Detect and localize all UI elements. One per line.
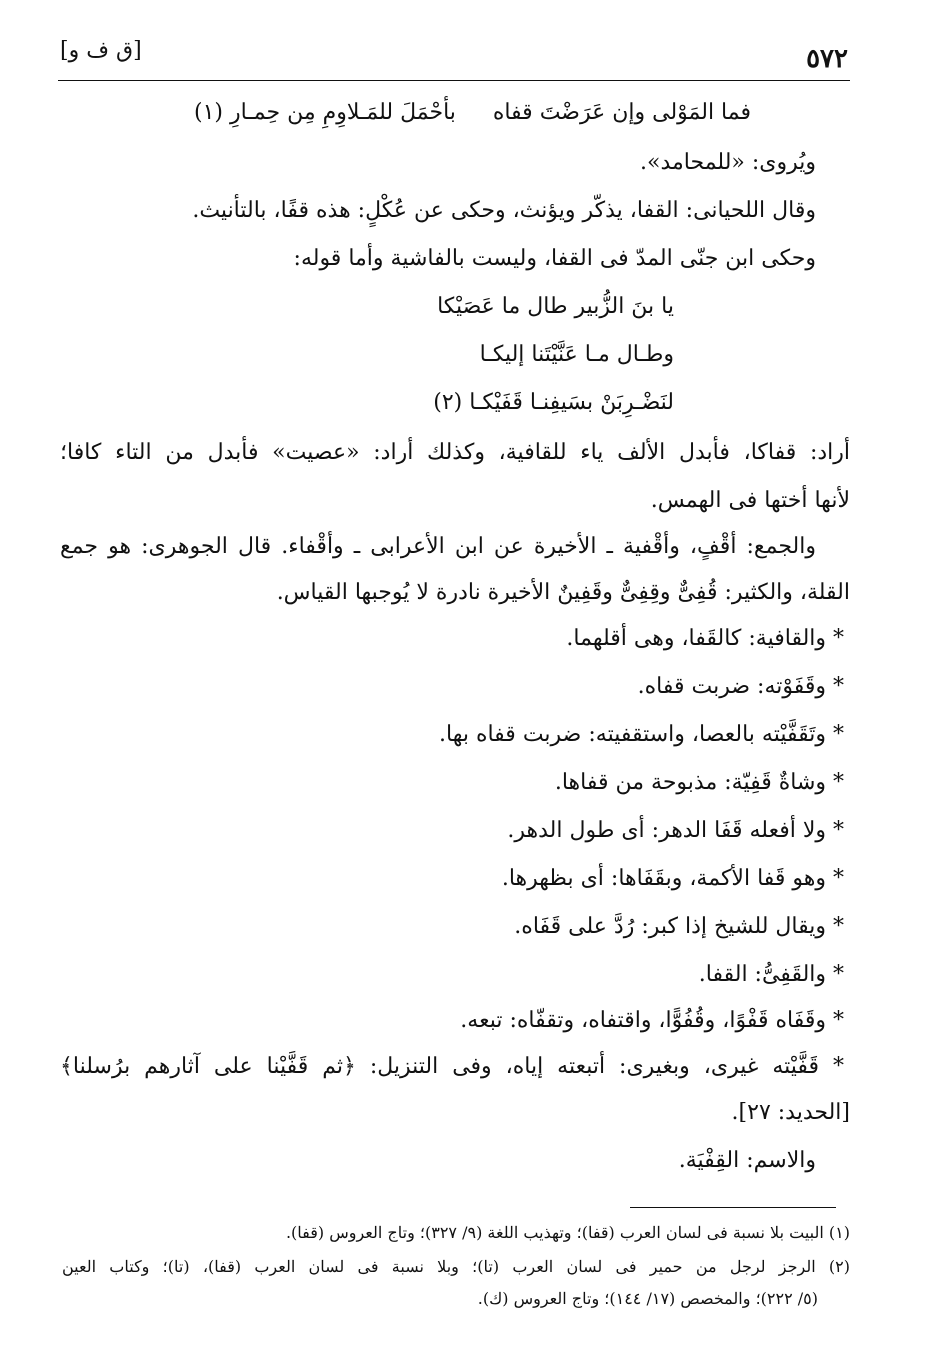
verse-second-hemistich: بأحْمَلَ للمَـلاوِمِ مِن حِمـارِ (١) [194, 100, 456, 125]
entry-item: * وتَقَفَّيْته بالعصا، واستقفيته: ضربت قفاه بها. [439, 722, 844, 747]
paragraph-line: أراد: قفاكا، فأبدل الألف ياء للقافية، وكذلك أراد: «عصيت» فأبدل من التاء كافا؛ [60, 440, 850, 465]
paragraph-line: والجمع: أقْفٍ، وأقْفية ـ الأخيرة عن ابن الأعرابى ـ وأقْفاء. قال الجوهرى: هو جمع [60, 534, 816, 559]
rajaz-line: يا بنَ الزُّبير طال ما عَصَيْكا [437, 294, 674, 319]
footnote-divider [630, 1207, 836, 1208]
quran-reference: [الحديد: ٢٧]. [731, 1100, 850, 1125]
paragraph-line: القلة، والكثير: قُفِىٌّ وقِفِىٌّ وقَفِينٌ الأخيرة نادرة لا يُوجبها القياس. [276, 580, 850, 605]
page-number: ٥٧٢ [806, 44, 848, 74]
entry-item: * والقَفِىُّ: القفا. [698, 962, 844, 987]
entry-item: * وقَفَوْته: ضربت قفاه. [637, 674, 844, 699]
entry-item: * وهو قَفا الأكمة، وبقَفَاها: أى بظهرها. [501, 866, 844, 891]
paragraph-line: ويُروى: «للمحامد». [640, 150, 816, 175]
paragraph-line: وقال اللحيانى: القفا، يذكّر ويؤنث، وحكى عن عُكْلٍ: هذه قفًا، بالتأنيث. [192, 198, 816, 223]
header-divider [58, 80, 850, 81]
entry-item: * وقَفَاه قَفْوًا، وقُفُوًّا، واقتفاه، وتقفّاه: تبعه. [460, 1008, 844, 1033]
root-letters-header: [ق ف و] [60, 38, 142, 63]
rajaz-line: وطـال مـا عَنَّيْتَنا إليكـا [479, 342, 674, 367]
entry-item: * والقافية: كالقَفا، وهى أقلهما. [566, 626, 844, 651]
footnote-2: (٢) الرجز لرجل من حمير فى لسان العرب (تا)؛ وبلا نسبة فى لسان العرب (قفا)، (تا)؛ وكتاب العين [62, 1257, 851, 1276]
footnote-2-continuation: (٥/ ٢٢٢)؛ والمخصص (١٧/ ١٤٤)؛ وتاج العروس (ك). [477, 1289, 818, 1308]
entry-item: * ولا أفعله قَفَا الدهر: أى طول الدهر. [507, 818, 844, 843]
entry-item: * وشاةٌ قَفِيّة: مذبوحة من قفاها. [554, 770, 844, 795]
rajaz-line: لنَضْـرِبَنْ بسَيفِنـا قَفَيْكـا (٢) [433, 390, 674, 415]
paragraph-line: والاسم: القِفْيَة. [678, 1148, 816, 1173]
paragraph-line: وحكى ابن جنّى المدّ فى القفا، وليست بالفاشية وأما قوله: [293, 246, 816, 271]
verse-first-hemistich: فما المَوْلى وإن عَرَضْتَ قفاه [492, 100, 751, 125]
entry-item: * ويقال للشيخ إذا كبر: رُدَّ على قَفَاه. [514, 914, 844, 939]
entry-item-quran: * قَفَّيْته غيرى، وبغيرى: أتبعته إياه، وفى التنزيل: ﴿ثم قَفَّيْنا على آثارهم برُسلنا﴾ [60, 1054, 844, 1079]
footnote-1: (١) البيت بلا نسبة فى لسان العرب (قفا)؛ وتهذيب اللغة (٩/ ٣٢٧)؛ وتاج العروس (قفا). [285, 1223, 850, 1242]
paragraph-line: لأنها أختها فى الهمس. [650, 488, 850, 513]
